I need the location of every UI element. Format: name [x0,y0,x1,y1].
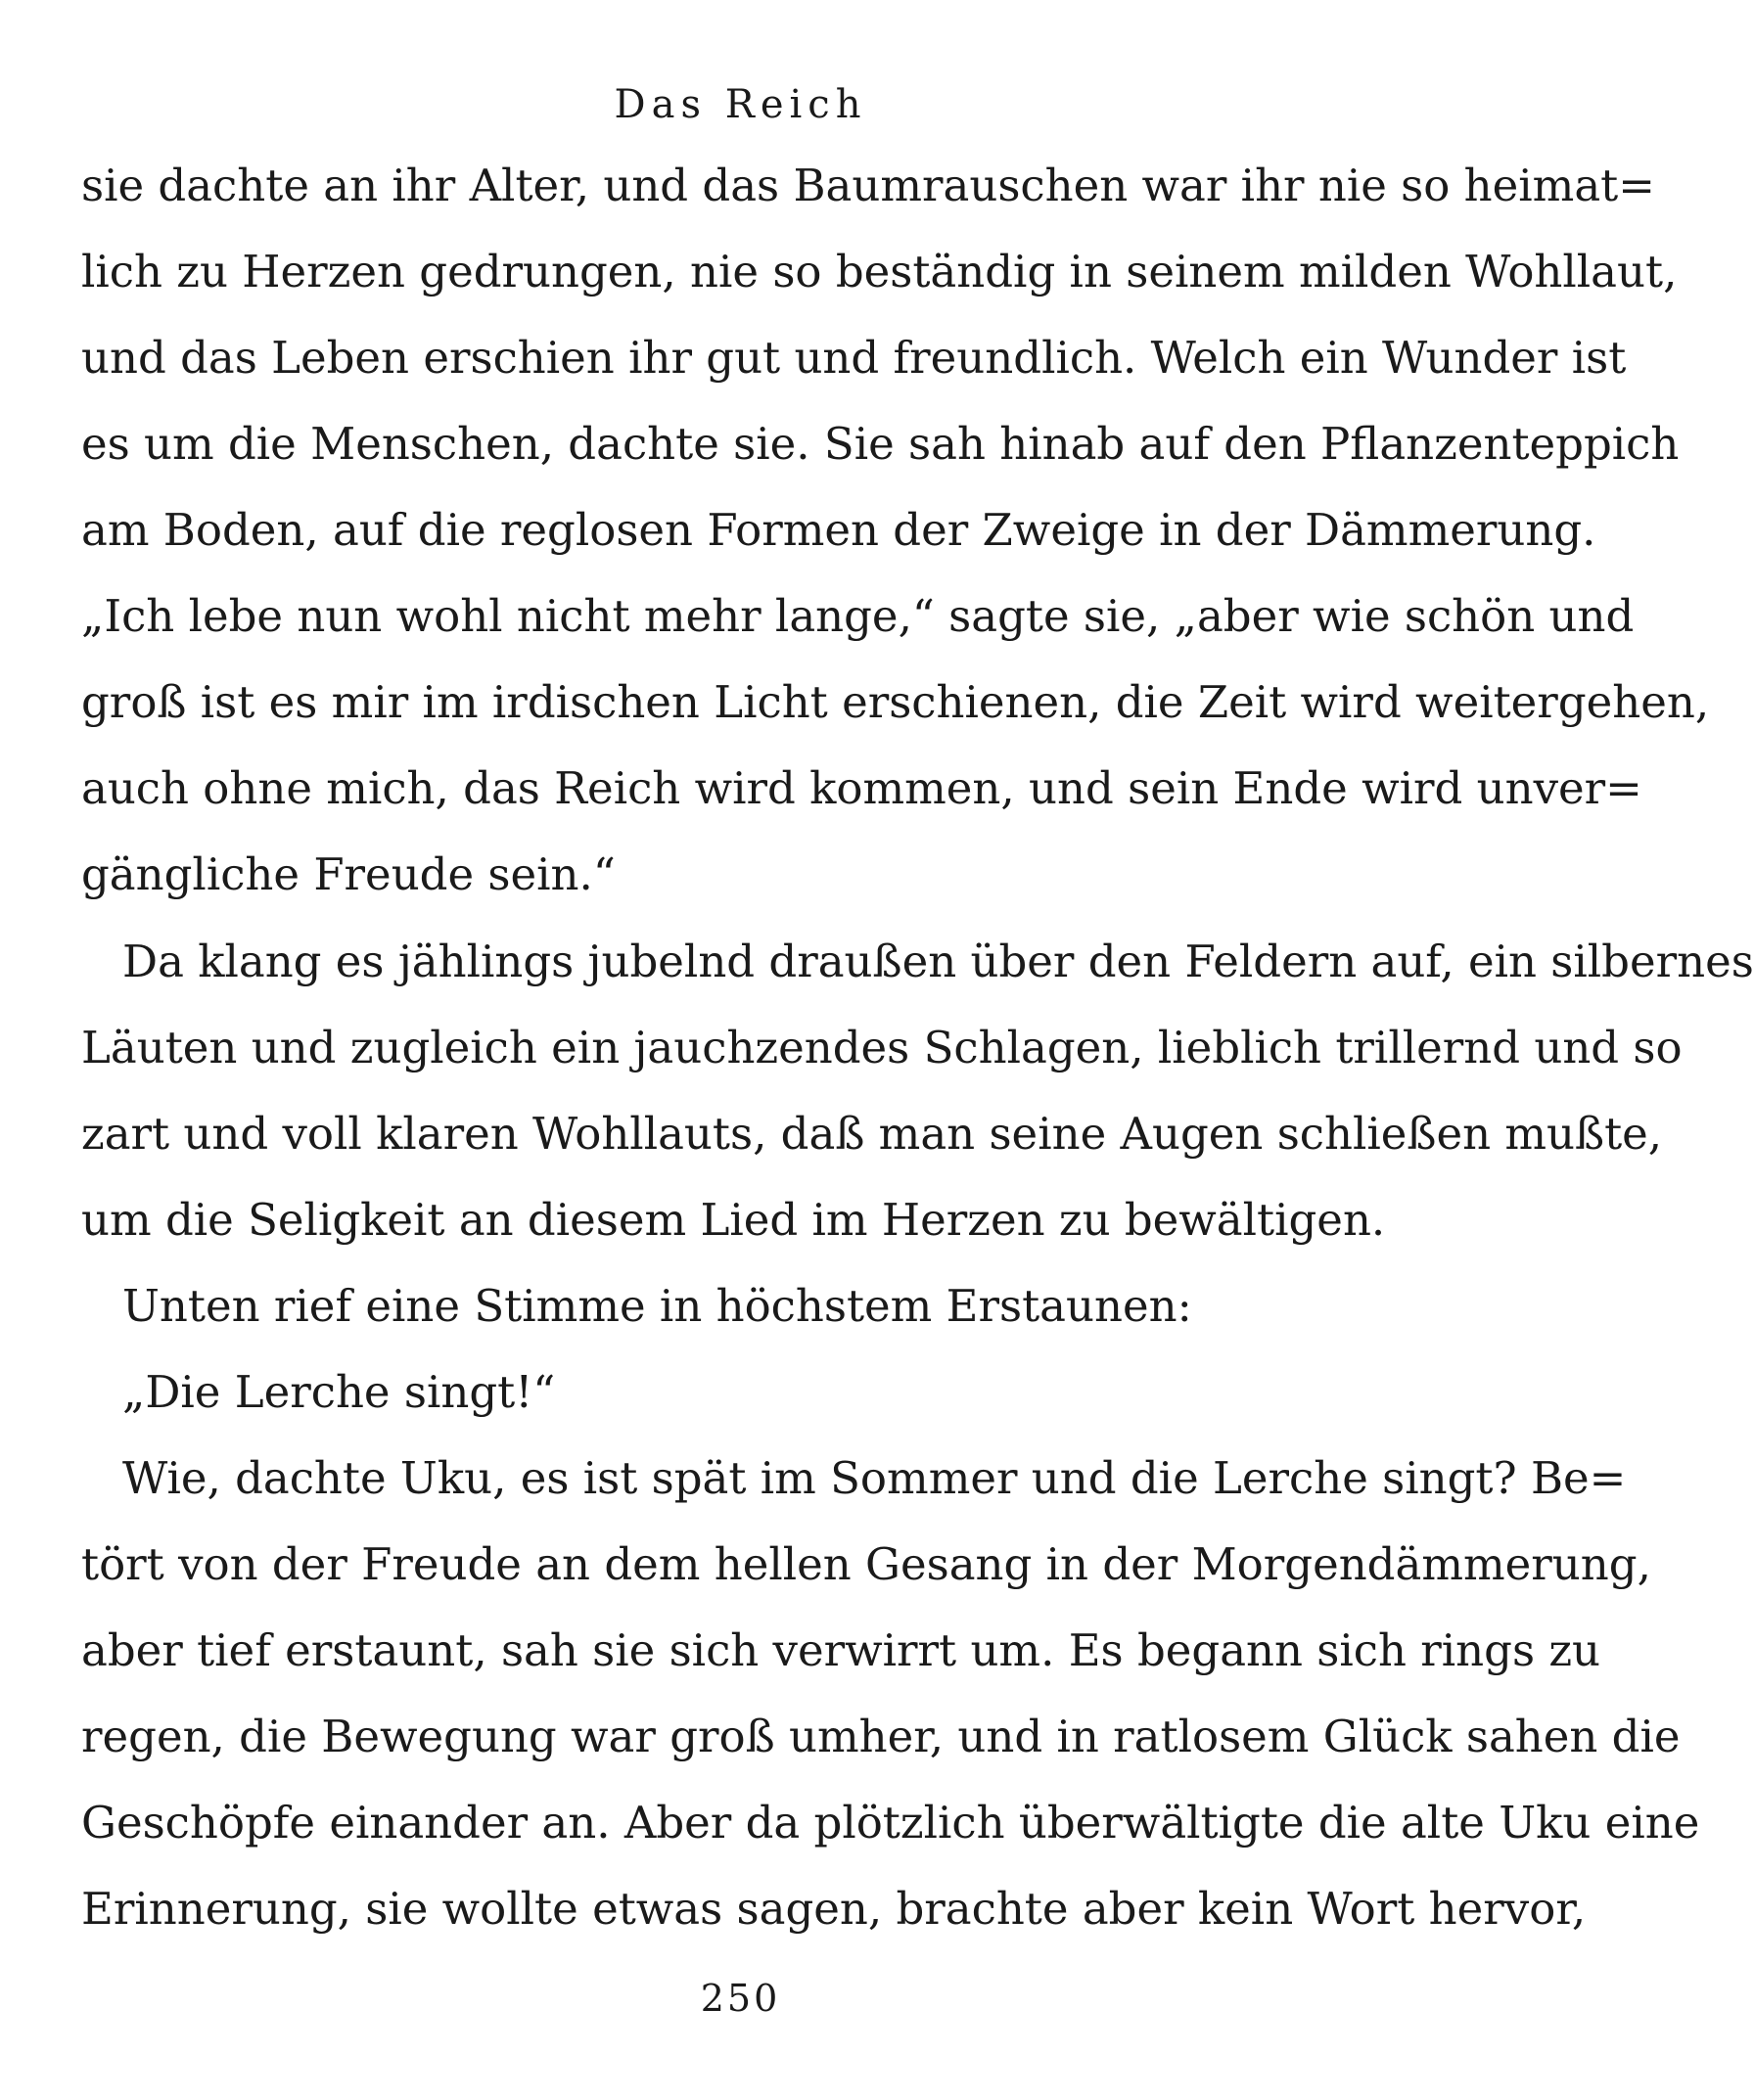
text-line: regen, die Bewegung war groß umher, und in ratlosem Glück sahen die [81,1711,1681,1762]
text-line: aber tief erstaunt, sah sie sich verwirrt um. Es begann sich rings zu [81,1624,1601,1676]
text-line: groß ist es mir im irdischen Licht erschienen, die Zeit wird weitergehen, [81,676,1710,728]
text-line: auch ohne mich, das Reich wird kommen, und sein Ende wird unver= [81,762,1642,814]
text-line: lich zu Herzen gedrungen, nie so beständig in seinem milden Wohllaut, [81,246,1678,297]
running-header: Das Reich [614,82,867,127]
text-line: um die Seligkeit an diesem Lied im Herzen zu bewältigen. [81,1194,1386,1246]
text-line: zart und voll klaren Wohllauts, daß man seine Augen schließen mußte, [81,1108,1663,1160]
text-line: sie dachte an ihr Alter, und das Baumrauschen war ihr nie so heimat= [81,160,1655,211]
text-line: gängliche Freude sein.“ [81,848,616,900]
text-line: Läuten und zugleich ein jauchzendes Schlagen, lieblich trillernd und so [81,1022,1683,1073]
text-line: und das Leben erschien ihr gut und freundlich. Welch ein Wunder ist [81,332,1627,384]
text-line: es um die Menschen, dachte sie. Sie sah hinab auf den Pflanzenteppich [81,418,1680,470]
text-line: „Ich lebe nun wohl nicht mehr lange,“ sagte sie, „aber wie schön und [81,590,1635,642]
text-line: „Die Lerche singt!“ [122,1366,556,1418]
text-line: Geschöpfe einander an. Aber da plötzlich überwältigte die alte Uku eine [81,1797,1700,1849]
text-line: am Boden, auf die reglosen Formen der Zweige in der Dämmerung. [81,504,1596,556]
text-line: Erinnerung, sie wollte etwas sagen, brachte aber kein Wort hervor, [81,1883,1587,1935]
text-line: tört von der Freude an dem hellen Gesang in der Morgendämmerung, [81,1538,1651,1590]
text-line: Wie, dachte Uku, es ist spät im Sommer und die Lerche singt? Be= [122,1452,1627,1504]
page-number: 250 [700,1977,781,2020]
text-line: Unten rief eine Stimme in höchstem Erstaunen: [122,1280,1192,1332]
text-line: Da klang es jählings jubelnd draußen über den Feldern auf, ein silbernes [122,936,1754,987]
